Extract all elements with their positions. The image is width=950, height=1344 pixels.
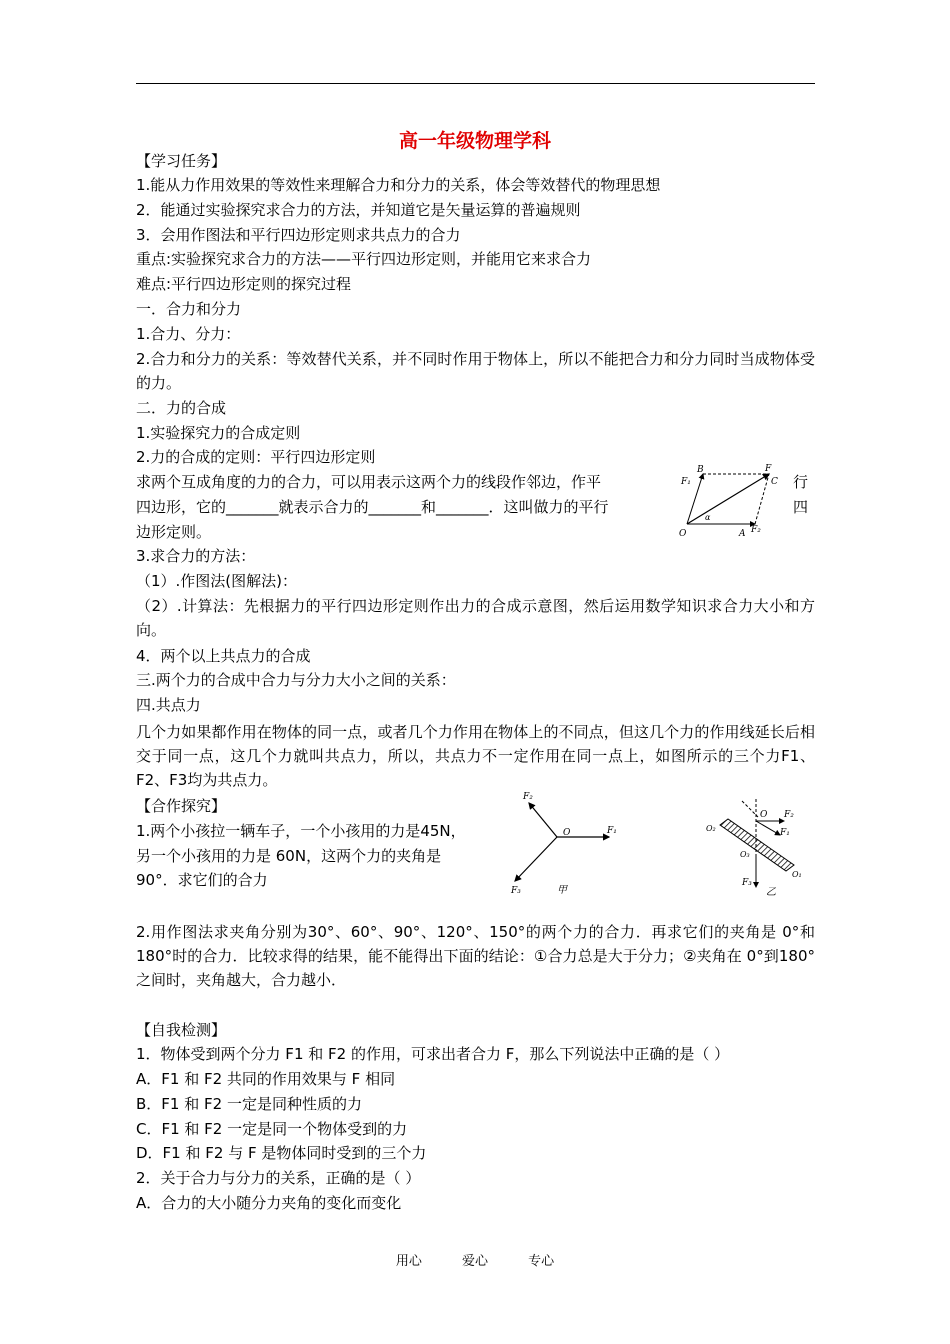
item-2-2: 2.力的合成的定则：平行四边形定则 <box>136 448 376 466</box>
question-2: 2．关于合力与分力的关系，正确的是（ ） <box>136 1169 421 1187</box>
explore-q2: 2.用作图法求夹角分别为30°、60°、90°、120°、150°的两个力的合力．再求它们的夹角是 0°和180°时的合力．比较求得的结果，能不能得出下面的结论：①合力总是大于分力；②夹角在 0°到180°之间时，夹角越大，合力越小． <box>136 923 815 989</box>
parallelogram-text-2: 四边形，它的_______就表示合力的_______和_______．这叫做力的平行 <box>136 498 609 516</box>
label-o1: O₁ <box>792 870 802 879</box>
f2-vector <box>529 803 557 837</box>
task-item-2: 2．能通过实验探究求合力的方法，并知道它是矢量运算的普遍规则 <box>136 201 581 219</box>
label-f2: F₂ <box>784 810 794 820</box>
inclined-bar <box>720 819 794 871</box>
page-title: 高一年级物理学科 <box>398 130 551 152</box>
method-calc: （2）.计算法：先根据力的平行四边形定则作出力的合成示意图，然后运用数学知识求合力大小和方向。 <box>136 597 815 639</box>
label-f2: F₂ <box>751 525 761 535</box>
label-o3: O₃ <box>740 850 750 859</box>
label-b: B <box>697 465 704 475</box>
question-1-option-a: A．F1 和 F2 共同的作用效果与 F 相同 <box>136 1070 396 1088</box>
section-heading-2: 二．力的合成 <box>136 399 227 417</box>
figure-caption: 甲 <box>557 885 567 896</box>
task-item-1: 1.能从力作用效果的等效性来理解合力和分力的关系，体会等效替代的物理思想 <box>136 176 661 194</box>
concurrent-forces-figure-jia <box>505 787 625 899</box>
question-1-option-c: C．F1 和 F2 一定是同一个物体受到的力 <box>136 1120 408 1138</box>
explore-q1-line-3: 90°．求它们的合力 <box>136 871 268 889</box>
item-1-1: 1.合力、分力： <box>136 325 241 343</box>
section-heading-explore: 【合作探究】 <box>136 797 227 815</box>
page-footer <box>0 1250 950 1269</box>
question-1-option-d: D．F1 和 F2 与 F 是物体同时受到的三个力 <box>136 1144 427 1162</box>
label-alpha: α <box>705 513 711 522</box>
section-heading-selftest: 【自我检测】 <box>136 1021 227 1039</box>
header-rule <box>136 83 815 84</box>
label-f3: F₃ <box>511 886 521 896</box>
item-1-2: 2.合力和分力的关系：等效替代关系，并不同时作用于物体上，所以不能把合力和分力同时当成物体受的力。 <box>136 350 815 392</box>
item-2-1: 1.实验探究力的合成定则 <box>136 424 301 442</box>
label-f: F <box>765 464 772 474</box>
parallelogram-text-2-end: 四 <box>793 498 809 516</box>
question-2-option-a: A．合力的大小随分力夹角的变化而变化 <box>136 1194 402 1212</box>
section-heading-3: 三.两个力的合成中合力与分力大小之间的关系： <box>136 671 456 689</box>
concurrent-force-text: 几个力如果都作用在物体的同一点，或者几个力作用在物体上的不同点，但这几个力的作用线延长后相交于同一点，这几个力就叫共点力，所以，共点力不一定作用在同一点上，如图所示的三个力F1、F2、F3均为共点力。 <box>136 723 815 789</box>
figure-caption: 乙 <box>766 887 776 898</box>
label-a: A <box>739 529 746 539</box>
label-o: O <box>760 810 768 820</box>
explore-q1-line-2: 另一个小孩用的力是 60N，这两个力的夹角是 <box>136 847 442 865</box>
label-f1: F₁ <box>681 477 691 487</box>
question-1: 1．物体受到两个分力 F1 和 F2 的作用，可求出者合力 F，那么下列说法中正确的是（ ） <box>136 1045 730 1063</box>
footer-word-2: 爱心 <box>461 1254 488 1269</box>
question-1-option-b: B．F1 和 F2 一定是同种性质的力 <box>136 1095 362 1113</box>
item-2-4: 4．两个以上共点力的合成 <box>136 647 311 665</box>
label-o: O <box>679 529 687 539</box>
parallelogram-text-1-end: 行 <box>793 473 809 491</box>
parallelogram-figure <box>675 462 787 540</box>
label-f3: F₃ <box>742 878 752 888</box>
concurrent-forces-figure-yi <box>700 795 810 899</box>
section-heading-4: 四.共点力 <box>136 696 201 714</box>
section-heading-tasks: 【学习任务】 <box>136 152 227 170</box>
label-f2: F₂ <box>523 792 533 802</box>
f1-vector <box>756 821 780 835</box>
task-item-3: 3．会用作图法和平行四边形定则求共点力的合力 <box>136 226 461 244</box>
footer-word-1: 用心 <box>395 1254 422 1269</box>
parallelogram-text-3: 边形定则。 <box>136 523 212 541</box>
explore-q1-line-1: 1.两个小孩拉一辆车子，一个小孩用的力是45N， <box>136 822 466 840</box>
label-o: O <box>563 828 571 838</box>
method-graphic: （1）.作图法(图解法)： <box>136 572 298 590</box>
label-f1: F₁ <box>607 826 617 836</box>
label-c: C <box>771 477 778 487</box>
footer-word-3: 专心 <box>528 1254 555 1269</box>
label-f1: F₁ <box>780 828 790 838</box>
item-2-3: 3.求合力的方法： <box>136 547 256 565</box>
f3-vector <box>515 837 557 881</box>
parallelogram-text-1: 求两个互成角度的力的合力，可以用表示这两个力的线段作邻边，作平 <box>136 473 602 491</box>
section-heading-1: 一．合力和分力 <box>136 300 242 318</box>
label-o2: O₂ <box>706 824 716 833</box>
key-point: 重点:实验探究求合力的方法——平行四边形定则，并能用它来求合力 <box>136 250 592 268</box>
difficult-point: 难点:平行四边形定则的探究过程 <box>136 275 352 293</box>
